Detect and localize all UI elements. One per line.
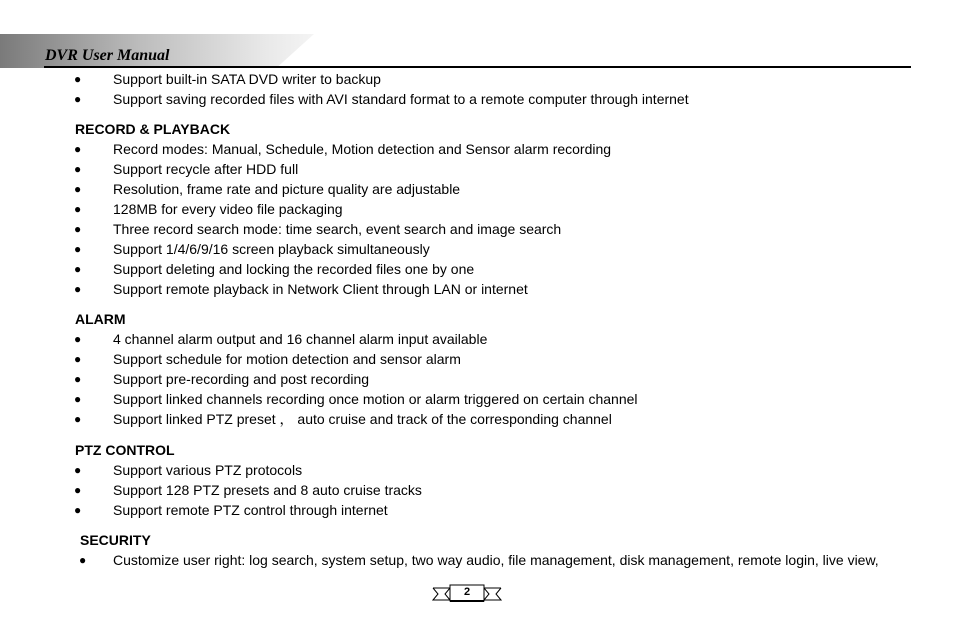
list-item: Support linked channels recording once motion or alarm triggered on certain channel: [113, 391, 638, 407]
list-item: 4 channel alarm output and 16 channel alarm input available: [113, 331, 488, 347]
bullet-icon: ●: [79, 553, 87, 567]
section-heading-ptz-control: PTZ CONTROL: [75, 442, 175, 458]
page-number: 2: [463, 586, 471, 598]
header-divider: [44, 66, 911, 68]
list-item: Customize user right: log search, system setup, two way audio, file management, disk management, remote login, live view,: [113, 552, 879, 568]
list-item: Support remote playback in Network Client through LAN or internet: [113, 281, 528, 297]
list-item: Support 1/4/6/9/16 screen playback simultaneously: [113, 241, 430, 257]
list-item: Support recycle after HDD full: [113, 161, 299, 177]
list-item: Support 128 PTZ presets and 8 auto cruise tracks: [113, 482, 422, 498]
list-item: Three record search mode: time search, event search and image search: [113, 221, 562, 237]
bullet-icon: ●: [74, 242, 82, 256]
bullet-icon: ●: [74, 72, 82, 86]
bullet-icon: ●: [74, 483, 82, 497]
bullet-icon: ●: [74, 142, 82, 156]
bullet-icon: ●: [74, 182, 82, 196]
section-heading-security: SECURITY: [80, 532, 151, 548]
bullet-icon: ●: [74, 503, 82, 517]
document-title: DVR User Manual: [45, 47, 170, 64]
bullet-icon: ●: [74, 392, 82, 406]
section-heading-alarm: ALARM: [75, 311, 126, 327]
bullet-icon: ●: [74, 352, 82, 366]
bullet-icon: ●: [74, 202, 82, 216]
bullet-icon: ●: [74, 282, 82, 296]
section-heading-record-playback: RECORD & PLAYBACK: [75, 121, 231, 137]
list-item: Support pre-recording and post recording: [113, 371, 370, 387]
list-item: Resolution, frame rate and picture quality are adjustable: [113, 181, 461, 197]
list-item: Support linked PTZ preset ， auto cruise and track of the corresponding channel: [113, 411, 612, 427]
bullet-icon: ●: [74, 262, 82, 276]
list-item: Support various PTZ protocols: [113, 462, 303, 478]
list-item: Support schedule for motion detection and sensor alarm: [113, 351, 461, 367]
list-item: Support saving recorded files with AVI standard format to a remote computer through internet: [113, 91, 689, 107]
bullet-icon: ●: [74, 412, 82, 426]
list-item: Support remote PTZ control through internet: [113, 502, 388, 518]
list-item: Support built-in SATA DVD writer to backup: [113, 71, 381, 87]
list-item: 128MB for every video file packaging: [113, 201, 343, 217]
bullet-icon: ●: [74, 332, 82, 346]
page-number-badge: [432, 584, 502, 604]
bullet-icon: ●: [74, 162, 82, 176]
list-item: Record modes: Manual, Schedule, Motion detection and Sensor alarm recording: [113, 141, 612, 157]
bullet-icon: ●: [74, 222, 82, 236]
bullet-icon: ●: [74, 372, 82, 386]
bullet-icon: ●: [74, 92, 82, 106]
list-item: Support deleting and locking the recorded files one by one: [113, 261, 475, 277]
bullet-icon: ●: [74, 463, 82, 477]
